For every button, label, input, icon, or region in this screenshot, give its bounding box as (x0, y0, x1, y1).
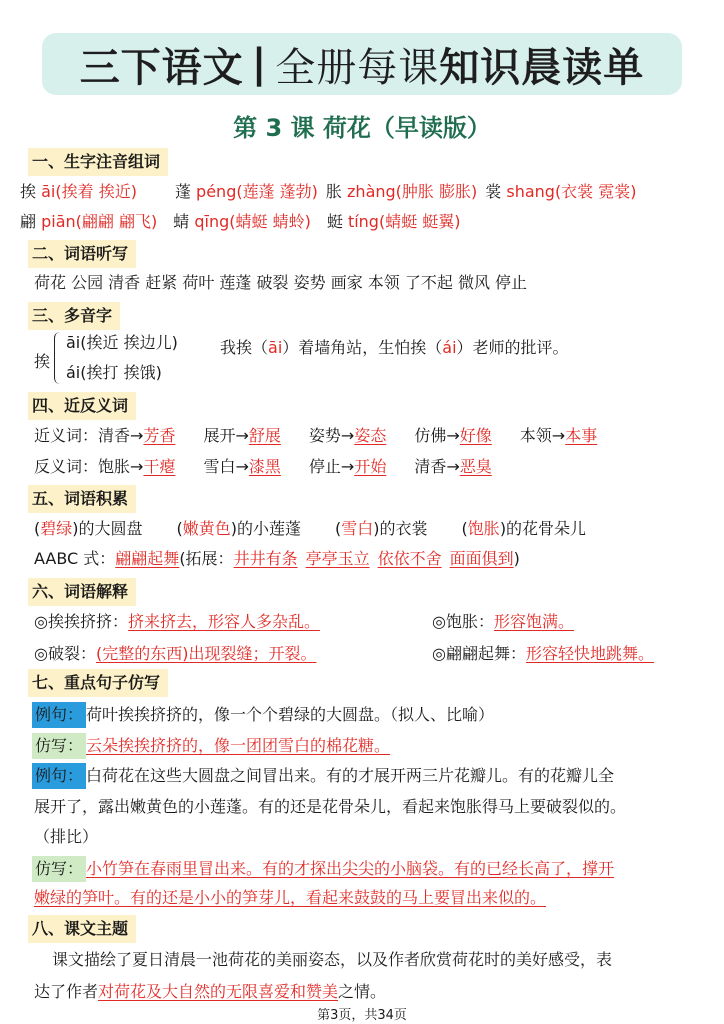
synonyms-row: 近义词：清香→芳香 展开→舒展 姿势→姿态 仿佛→好像 本领→本事 (34, 426, 598, 445)
imitation-sentence-1: 仿写： 云朵挨挨挤挤的，像一团团雪白的棉花糖。 (32, 733, 390, 759)
char-item: 蜻 qīng(蜻蜓 蜻蛉) (173, 212, 311, 231)
example-sentence-2: 例句： 白荷花在这些大圆盘之间冒出来。有的才展开两三片花瓣儿。有的花瓣儿全 (32, 763, 614, 789)
page-footer: 第3页，共34页 (317, 1008, 407, 1023)
lesson-title: 第 3 课 荷花（早读版） (233, 114, 491, 142)
aabc-row: AABC 式：翩翩起舞(拓展：井井有条 亭亭玉立 依依不舍 面面俱到) (34, 549, 520, 568)
banner-part2: 全册每课 (275, 44, 440, 91)
imitation-sentence-2-line2: 嫩绿的笋叶。有的还是小小的笋芽儿，看起来鼓鼓的马上要冒出来似的。 (34, 888, 547, 907)
section-heading-polyphone: 三、多音字 (28, 302, 120, 330)
char-item: 蜓 tíng(蜻蜓 蜓翼) (326, 212, 461, 231)
accumulation-row: (碧绿)的大圆盘 (嫩黄色)的小莲蓬 (雪白)的衣裳 (饱胀)的花骨朵儿 (34, 519, 587, 538)
imitation-tag: 仿写： (32, 856, 86, 882)
char-item: 挨 āi(挨着 挨近) (20, 182, 137, 201)
example-sentence-2-line3: （排比） (34, 827, 99, 846)
dictation-words: 荷花 公园 清香 赶紧 荷叶 莲蓬 破裂 姿势 画家 本领 了不起 微风 停止 (34, 273, 528, 292)
theme-line-1: 课文描绘了夏日清晨一池荷花的美丽姿态，以及作者欣赏荷花时的美好感受，表 (52, 950, 613, 969)
example-tag: 例句： (32, 702, 86, 728)
section-heading-explanations: 六、词语解释 (28, 578, 136, 606)
char-item: 翩 piān(翩翩 翩飞) (20, 212, 158, 231)
section-heading-theme: 八、课文主题 (28, 915, 136, 943)
banner-part3: 知识晨读单 (439, 44, 645, 91)
imitation-sentence-2: 仿写： 小竹笋在春雨里冒出来。有的才探出尖尖的小脑袋。有的已经长高了，撑开 (32, 856, 614, 882)
polyphone-sentence: 我挨（āi）着墙角站，生怕挨（ái）老师的批评。 (220, 338, 569, 357)
example-tag: 例句： (32, 763, 86, 789)
char-item: 裳 shang(衣裳 霓裳) (485, 182, 637, 201)
explain-item: ◎破裂：(完整的东西)出现裂缝；开裂。 (34, 644, 317, 663)
example-sentence-2-line2: 展开了，露出嫩黄色的小莲蓬。有的还是花骨朵儿，看起来饱胀得马上要破裂似的。 (34, 797, 627, 816)
section-heading-dictation: 二、词语听写 (28, 240, 136, 268)
antonyms-row: 反义词：饱胀→干瘪 雪白→漆黑 停止→开始 清香→恶臭 (34, 457, 492, 476)
polyphone-reading-2: ái(挨打 挨饿) (66, 363, 162, 382)
imitation-tag: 仿写： (32, 733, 86, 759)
banner-separator: | (251, 41, 268, 87)
section-heading-accumulation: 五、词语积累 (28, 485, 136, 513)
banner-part1: 三下语文 (79, 44, 244, 91)
explain-item: ◎挨挨挤挤：挤来挤去，形容人多杂乱。 (34, 612, 320, 631)
title-banner (42, 33, 682, 95)
explain-item: ◎饱胀：形容饱满。 (432, 612, 574, 631)
char-row-1 (20, 180, 637, 204)
explain-item: ◎翩翩起舞：形容轻快地跳舞。 (432, 644, 654, 663)
polyphone-brace (54, 332, 63, 384)
section-heading-characters: 一、生字注音组词 (28, 148, 168, 176)
char-row-2 (20, 210, 461, 234)
example-sentence-1: 例句： 荷叶挨挨挤挤的，像一个个碧绿的大圆盘。（拟人、比喻） (32, 702, 494, 728)
section-heading-imitation: 七、重点句子仿写 (28, 669, 168, 697)
polyphone-char: 挨 (34, 352, 51, 371)
char-item: 蓬 péng(莲蓬 蓬勃) (174, 182, 318, 201)
polyphone-reading-1: āi(挨近 挨边儿) (66, 333, 178, 352)
section-heading-synonyms-antonyms: 四、近反义词 (28, 392, 136, 420)
char-item: 胀 zhàng(肿胀 膨胀) (325, 182, 478, 201)
theme-line-2: 达了作者对荷花及大自然的无限喜爱和赞美之情。 (34, 982, 387, 1001)
